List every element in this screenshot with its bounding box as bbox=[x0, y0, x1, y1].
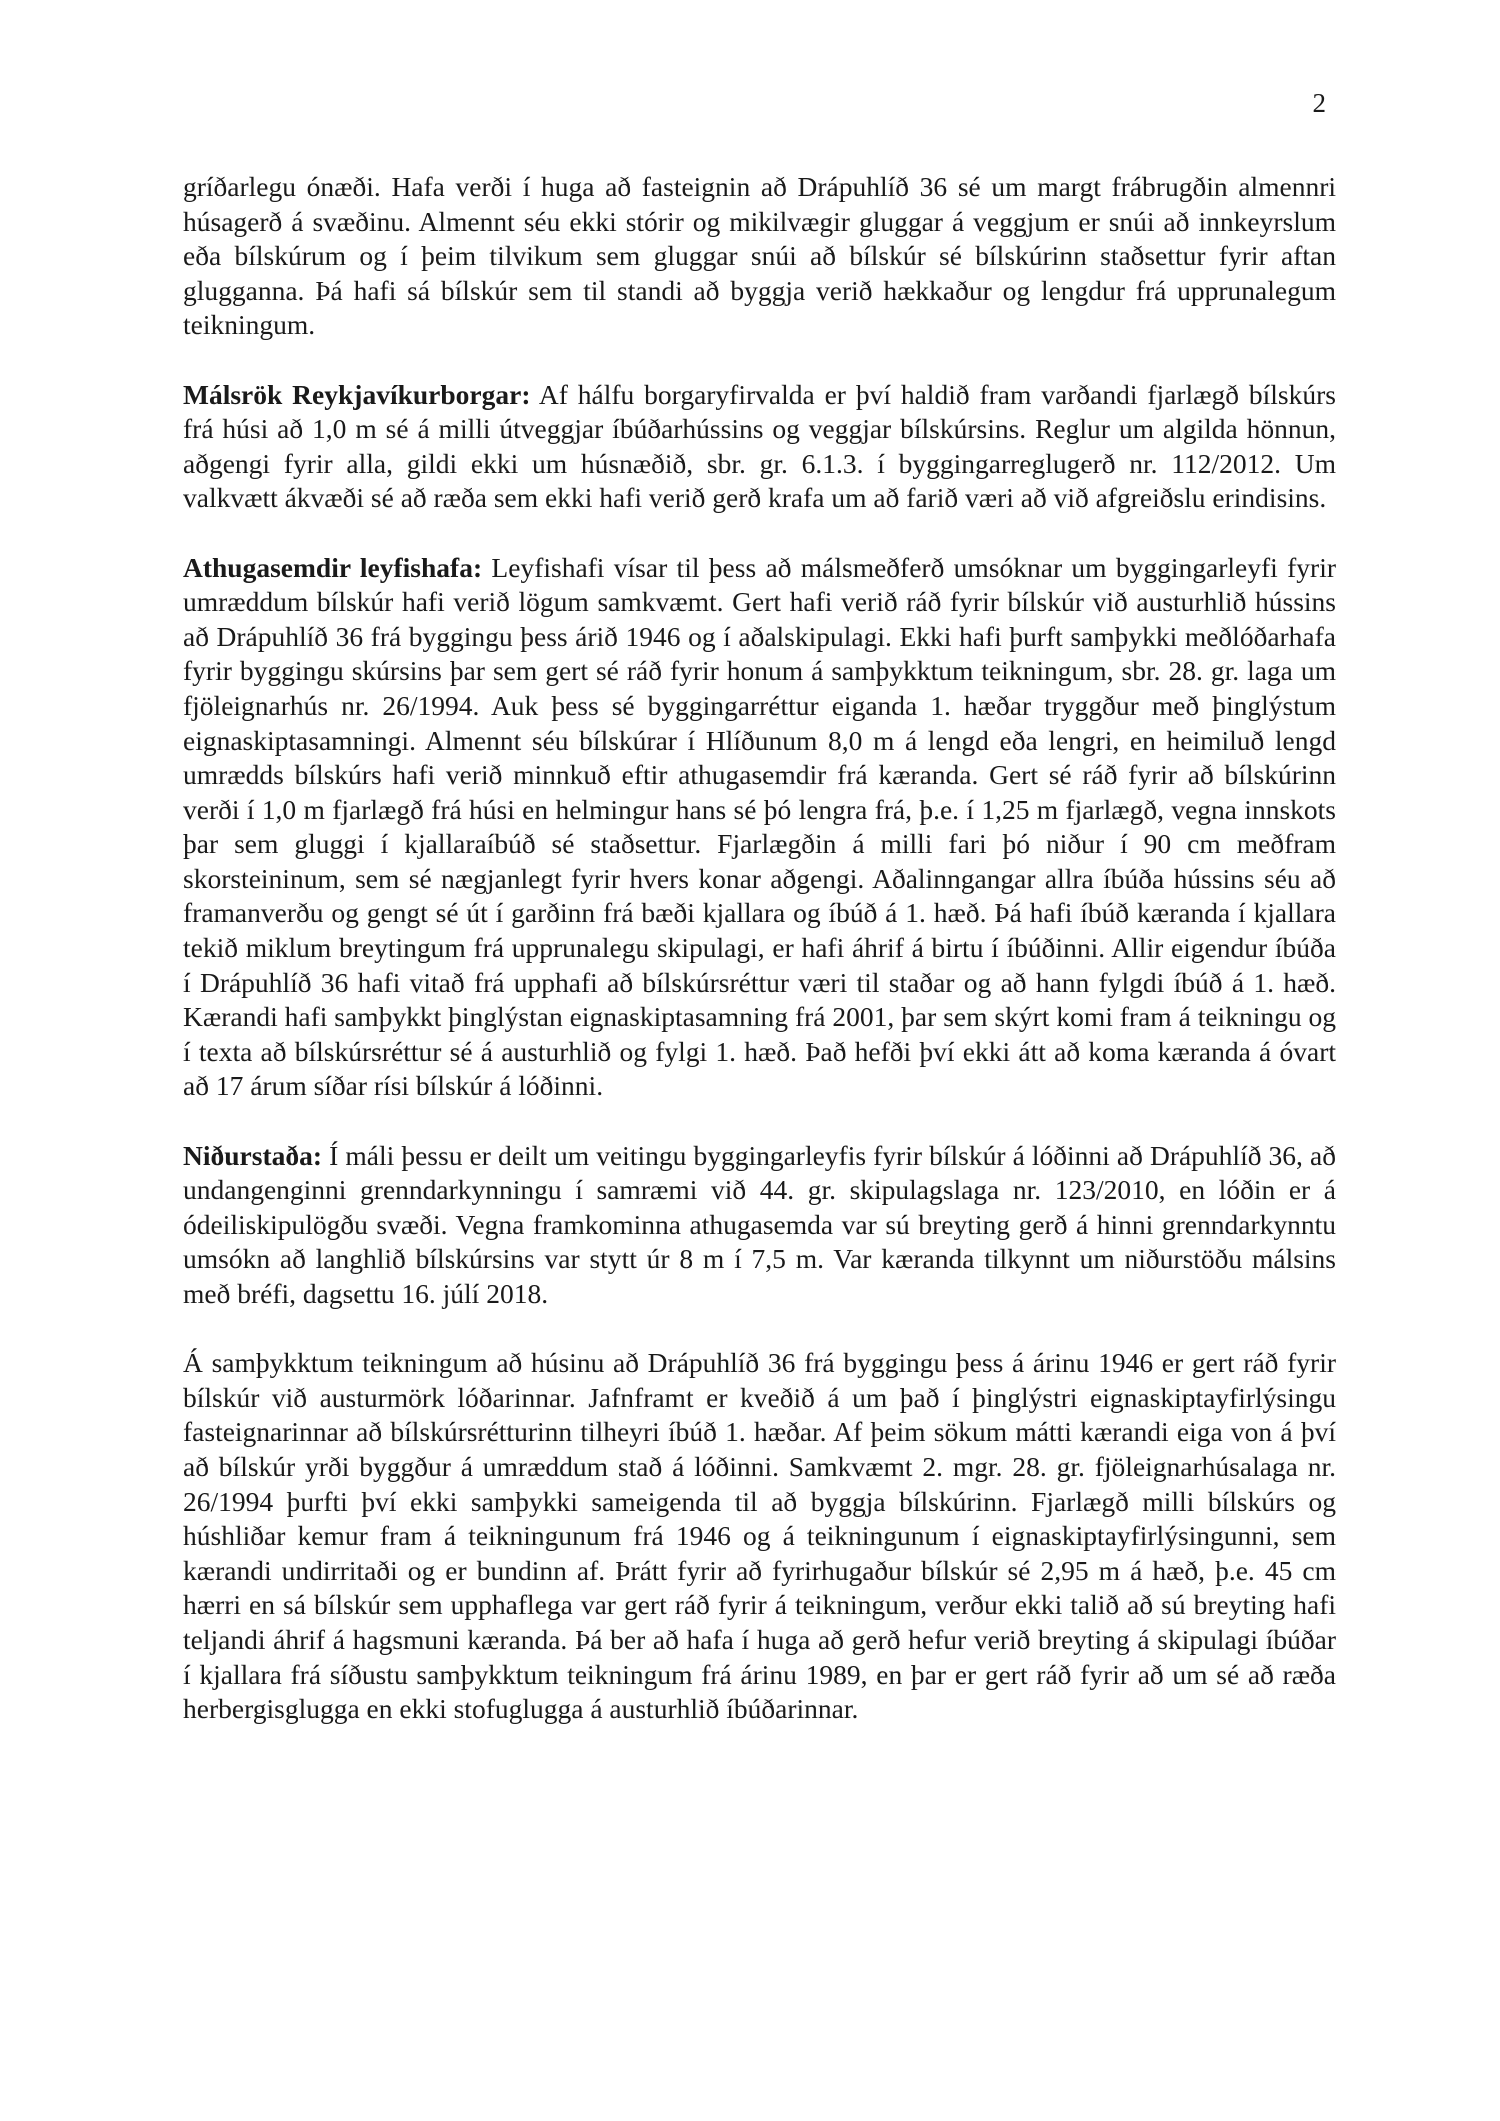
paragraph-nidurstada bbox=[183, 1139, 1336, 1312]
paragraph-conclusion-detail bbox=[183, 1346, 1336, 1727]
paragraph-malsrok-reykjavikurborgar bbox=[183, 378, 1336, 516]
paragraph-text: gríðarlegu ónæði. Hafa verði í huga að fasteignin að Drápuhlíð 36 sé um margt frábrugðin almennri húsagerð á svæðinu. Almennt séu ekki stórir og mikilvægir gluggar á veggjum er snúi að innkeyrslum eða bílskúrum og í þeim tilvikum sem gluggar snúi að bílskúr sé bílskúrinn staðsettur fyrir aftan glugganna. Þá hafi sá bílskúr sem til standi að byggja verið hækkaður og lengdur frá upprunalegum teikningum. bbox=[183, 171, 1336, 341]
paragraph-athugasemdir-leyfishafa bbox=[183, 551, 1336, 1105]
page-number: 2 bbox=[1312, 88, 1326, 118]
document-body bbox=[183, 170, 1336, 1761]
paragraph-text: Leyfishafi vísar til þess að málsmeðferð umsóknar um byggingarleyfi fyrir umræddum bílskúr hafi verið lögum samkvæmt. Gert hafi verið ráð fyrir bílskúr við austurhlið hússins að Drápuhlíð 36 frá byggingu þess árið 1946 og í aðalskipulagi. Ekki hafi þurft samþykki meðlóðarhafa fyrir byggingu skúrsins þar sem gert sé ráð fyrir honum á samþykktum teikningum, sbr. 28. gr. laga um fjöleignarhús nr. 26/1994. Auk þess sé byggingarréttur eiganda 1. hæðar tryggður með þinglýstum eignaskiptasamningi. Almennt séu bílskúrar í Hlíðunum 8,0 m á lengd eða lengri, en heimiluð lengd umrædds bílskúrs hafi verið minnkuð eftir athugasemdir frá kæranda. Gert sé ráð fyrir að bílskúrinn verði í 1,0 m fjarlægð frá húsi en helmingur hans sé þó lengra frá, þ.e. í 1,25 m fjarlægð, vegna innskots þar sem gluggi í kjallaraíbúð sé staðsettur. Fjarlægðin á milli fari þó niður í 90 cm meðfram skorsteininum, sem sé nægjanlegt fyrir hvers konar aðgengi. Aðalinngangar allra íbúða hússins séu að framanverðu og gengt sé út í garðinn frá bæði kjallara og íbúð á 1. hæð. Þá hafi íbúð kæranda í kjallara tekið miklum breytingum frá upprunalegu skipulagi, er hafi áhrif á birtu í íbúðinni. Allir eigendur íbúða í Drápuhlíð 36 hafi vitað frá upphafi að bílskúrsréttur væri til staðar og að hann fylgdi íbúð á 1. hæð. Kærandi hafi samþykkt þinglýstan eignaskiptasamning frá 2001, þar sem skýrt komi fram á teikningu og í texta að bílskúrsréttur sé á austurhlið og fylgi 1. hæð. Það hefði því ekki átt að koma kæranda á óvart að 17 árum síðar rísi bílskúr á lóðinni. bbox=[183, 551, 1336, 1102]
paragraph-text: Af hálfu borgaryfirvalda er því haldið fram varðandi fjarlægð bílskúrs frá húsi að 1,0 m sé á milli útveggjar íbúðarhússins og veggjar bílskúrsins. Reglur um algilda hönnun, aðgengi fyrir alla, gildi ekki um húsnæðið, sbr. gr. 6.1.3. í byggingarreglugerð nr. 112/2012. Um valkvætt ákvæði sé að ræða sem ekki hafi verið gerð krafa um að farið væri að við afgreiðslu erindisins. bbox=[183, 378, 1336, 514]
paragraph-heading: Málsrök Reykjavíkurborgar: bbox=[183, 378, 531, 410]
paragraph-text: Á samþykktum teikningum að húsinu að Drápuhlíð 36 frá byggingu þess á árinu 1946 er gert ráð fyrir bílskúr við austurmörk lóðarinnar. Jafnframt er kveðið á um það í þinglýstri eignaskiptayfirlýsingu fasteignarinnar að bílskúrsrétturinn tilheyri íbúð 1. hæðar. Af þeim sökum mátti kærandi eiga von á því að bílskúr yrði byggður á umræddum stað á lóðinni. Samkvæmt 2. mgr. 28. gr. fjöleignarhúsalaga nr. 26/1994 þurfti því ekki samþykki sameigenda til að byggja bílskúrinn. Fjarlægð milli bílskúrs og húshliðar kemur fram á teikningunum frá 1946 og á teikningunum í eignaskiptayfirlýsingunni, sem kærandi undirritaði og er bundinn af. Þrátt fyrir að fyrirhugaður bílskúr sé 2,95 m á hæð, þ.e. 45 cm hærri en sá bílskúr sem upphaflega var gert ráð fyrir á teikningum, verður ekki talið að sú breyting hafi teljandi áhrif á hagsmuni kæranda. Þá ber að hafa í huga að gerð hefur verið breyting á skipulagi íbúðar í kjallara frá síðustu samþykktum teikningum frá árinu 1989, en þar er gert ráð fyrir að um sé að ræða herbergisglugga en ekki stofuglugga á austurhlið íbúðarinnar. bbox=[183, 1347, 1336, 1725]
paragraph-continuation bbox=[183, 170, 1336, 343]
paragraph-heading: Athugasemdir leyfishafa: bbox=[183, 551, 483, 583]
paragraph-text: Í máli þessu er deilt um veitingu byggingarleyfis fyrir bílskúr á lóðinni að Drápuhlíð 36, að undangenginni grenndarkynningu í samræmi við 44. gr. skipulagslaga nr. 123/2010, en lóðin er á ódeiliskipulögðu svæði. Vegna framkominna athugasemda var sú breyting gerð á hinni grenndarkynntu umsókn að langhlið bílskúrsins var stytt úr 8 m í 7,5 m. Var kæranda tilkynnt um niðurstöðu málsins með bréfi, dagsettu 16. júlí 2018. bbox=[183, 1139, 1336, 1309]
paragraph-heading: Niðurstaða: bbox=[183, 1139, 323, 1171]
